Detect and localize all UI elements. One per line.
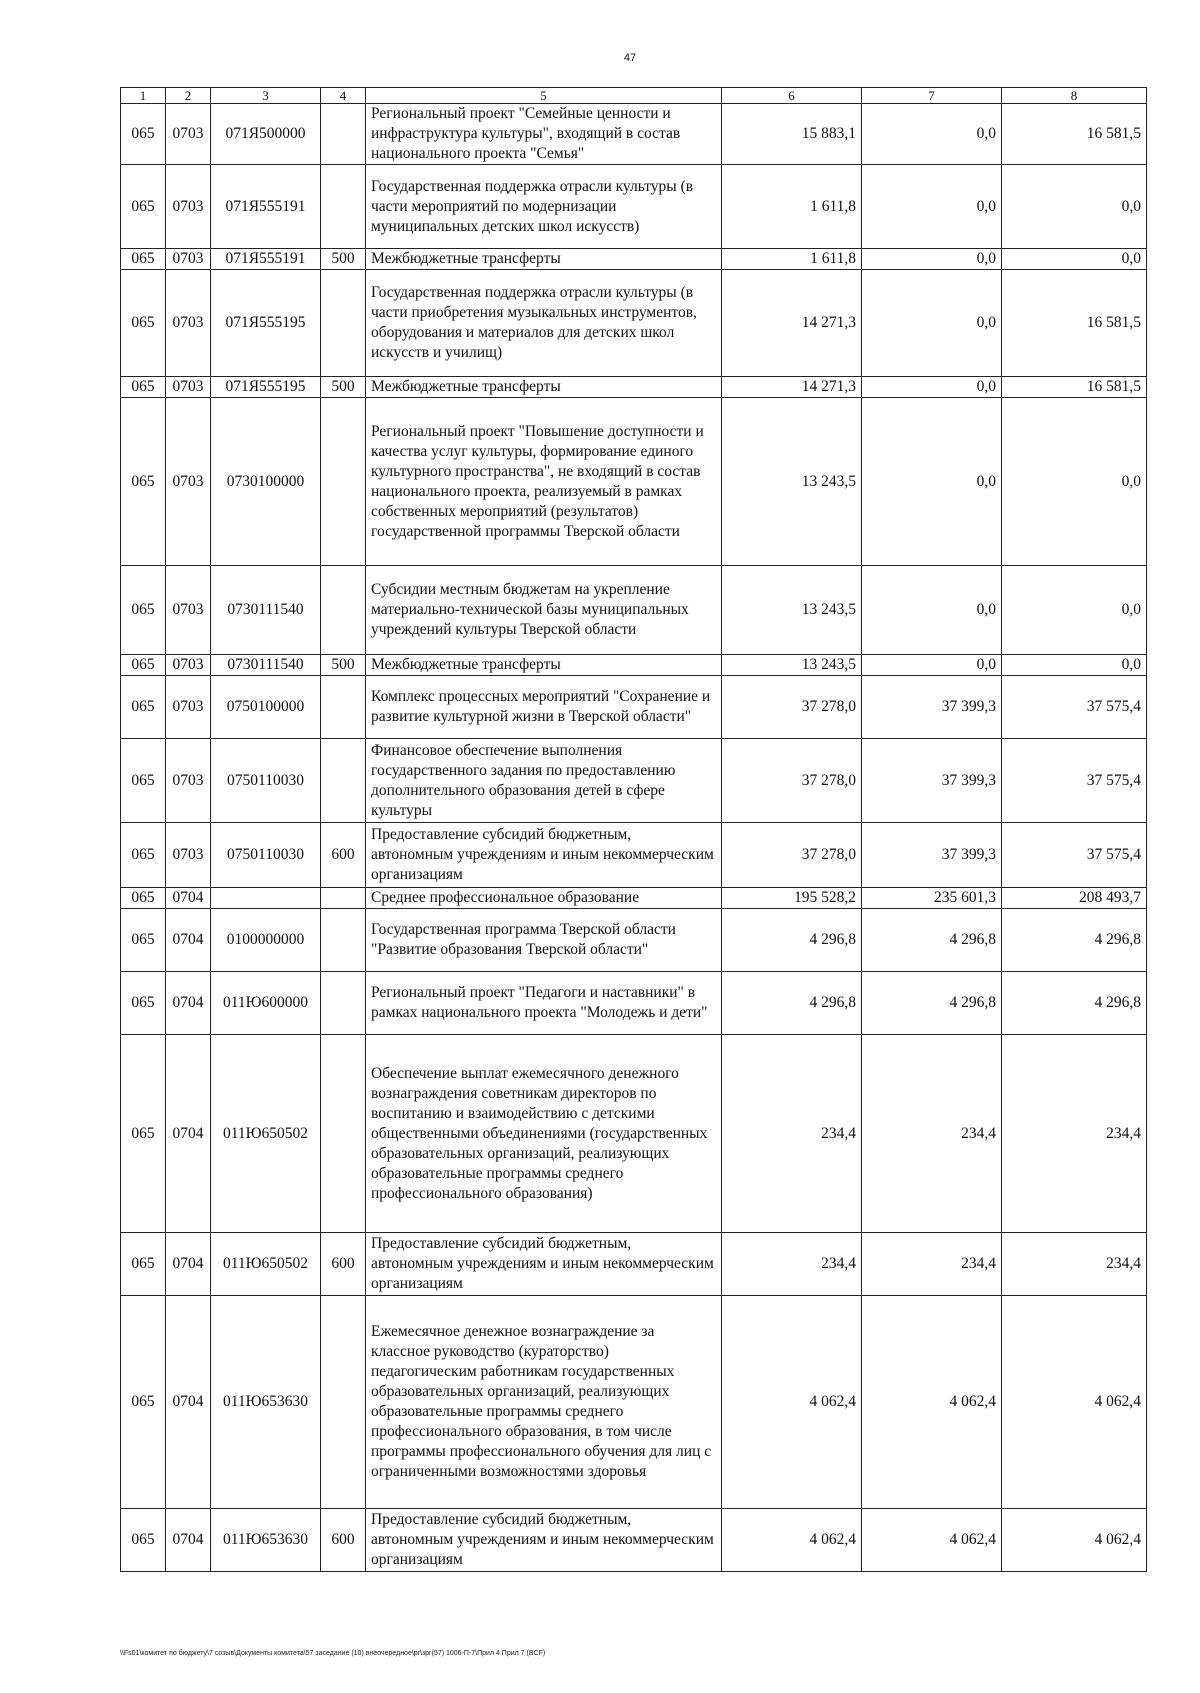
- cell-description: Предоставление субсидий бюджетным, автономным учреждениям и иным некоммерческим организациям: [366, 1509, 722, 1572]
- cell-ministry-code: 065: [121, 566, 166, 655]
- cell-amount-col7: 0,0: [862, 104, 1002, 165]
- cell-description: Среднее профессиональное образование: [366, 888, 722, 909]
- cell-ministry-code: 065: [121, 676, 166, 739]
- cell-ministry-code: 065: [121, 909, 166, 972]
- column-header: 7: [862, 88, 1002, 104]
- cell-target-article: 011Ю653630: [211, 1509, 321, 1572]
- cell-target-article: 071Я555191: [211, 165, 321, 249]
- cell-description: Межбюджетные трансферты: [366, 249, 722, 270]
- cell-expense-type: [321, 1296, 366, 1509]
- cell-amount-col6: 195 528,2: [722, 888, 862, 909]
- table-row: [121, 655, 1147, 676]
- cell-expense-type: 500: [321, 377, 366, 398]
- cell-expense-type: [321, 972, 366, 1035]
- budget-table: [120, 87, 1147, 1572]
- cell-ministry-code: 065: [121, 739, 166, 823]
- cell-amount-col7: 4 296,8: [862, 972, 1002, 1035]
- cell-description: Субсидии местным бюджетам на укрепление материально-технической базы муниципальных учреждений культуры Тверской области: [366, 566, 722, 655]
- cell-amount-col6: 234,4: [722, 1035, 862, 1233]
- cell-amount-col8: 4 296,8: [1002, 972, 1147, 1035]
- table-row: [121, 249, 1147, 270]
- cell-amount-col8: 4 062,4: [1002, 1509, 1147, 1572]
- cell-amount-col8: 0,0: [1002, 566, 1147, 655]
- cell-amount-col8: 16 581,5: [1002, 270, 1147, 377]
- cell-expense-type: [321, 676, 366, 739]
- cell-amount-col6: 4 062,4: [722, 1296, 862, 1509]
- table-row: [121, 972, 1147, 1035]
- column-header: 8: [1002, 88, 1147, 104]
- cell-target-article: 0750110030: [211, 739, 321, 823]
- cell-amount-col7: 37 399,3: [862, 676, 1002, 739]
- cell-section-code: 0703: [166, 165, 211, 249]
- cell-amount-col7: 0,0: [862, 655, 1002, 676]
- cell-target-article: 011Ю650502: [211, 1035, 321, 1233]
- cell-section-code: 0704: [166, 1233, 211, 1296]
- table-row: [121, 1233, 1147, 1296]
- file-path-footer: \\Fs01\комитет по бюджету\7 созыв\Документы комитета\57 заседание (10) внеочередное\pr\зрг(57) 1006-П-7\Прил 4 Прил 7 (BCF): [120, 1650, 546, 1657]
- cell-amount-col7: 234,4: [862, 1035, 1002, 1233]
- cell-section-code: 0703: [166, 270, 211, 377]
- cell-target-article: 071Я555195: [211, 270, 321, 377]
- table-row: [121, 1035, 1147, 1233]
- cell-ministry-code: 065: [121, 823, 166, 888]
- cell-amount-col6: 14 271,3: [722, 377, 862, 398]
- table-row: [121, 676, 1147, 739]
- column-header: 5: [366, 88, 722, 104]
- cell-amount-col6: 234,4: [722, 1233, 862, 1296]
- cell-target-article: 011Ю650502: [211, 1233, 321, 1296]
- cell-target-article: 011Ю653630: [211, 1296, 321, 1509]
- cell-section-code: 0703: [166, 104, 211, 165]
- cell-description: Межбюджетные трансферты: [366, 377, 722, 398]
- cell-description: Региональный проект "Педагоги и наставники" в рамках национального проекта "Молодежь и дети": [366, 972, 722, 1035]
- cell-amount-col7: 0,0: [862, 249, 1002, 270]
- cell-description: Предоставление субсидий бюджетным, автономным учреждениям и иным некоммерческим организациям: [366, 823, 722, 888]
- cell-amount-col6: 15 883,1: [722, 104, 862, 165]
- cell-amount-col6: 1 611,8: [722, 249, 862, 270]
- table-row: [121, 739, 1147, 823]
- cell-ministry-code: 065: [121, 1296, 166, 1509]
- table-row: [121, 270, 1147, 377]
- cell-expense-type: 600: [321, 823, 366, 888]
- cell-amount-col8: 0,0: [1002, 655, 1147, 676]
- cell-amount-col7: 235 601,3: [862, 888, 1002, 909]
- cell-amount-col6: 13 243,5: [722, 398, 862, 566]
- cell-amount-col7: 0,0: [862, 165, 1002, 249]
- cell-amount-col6: 14 271,3: [722, 270, 862, 377]
- cell-target-article: 011Ю600000: [211, 972, 321, 1035]
- cell-expense-type: [321, 888, 366, 909]
- cell-amount-col6: 13 243,5: [722, 566, 862, 655]
- cell-amount-col6: 37 278,0: [722, 676, 862, 739]
- cell-amount-col8: 37 575,4: [1002, 823, 1147, 888]
- cell-section-code: 0703: [166, 377, 211, 398]
- table-row: [121, 1509, 1147, 1572]
- cell-expense-type: [321, 270, 366, 377]
- cell-section-code: 0703: [166, 655, 211, 676]
- cell-section-code: 0704: [166, 909, 211, 972]
- cell-ministry-code: 065: [121, 104, 166, 165]
- cell-amount-col7: 0,0: [862, 566, 1002, 655]
- cell-amount-col8: 37 575,4: [1002, 739, 1147, 823]
- cell-description: Межбюджетные трансферты: [366, 655, 722, 676]
- cell-expense-type: 600: [321, 1509, 366, 1572]
- cell-target-article: 071Я500000: [211, 104, 321, 165]
- table-row: [121, 377, 1147, 398]
- cell-expense-type: [321, 398, 366, 566]
- cell-expense-type: [321, 1035, 366, 1233]
- table-row: [121, 823, 1147, 888]
- cell-amount-col7: 4 062,4: [862, 1509, 1002, 1572]
- cell-target-article: 0750100000: [211, 676, 321, 739]
- column-header: 2: [166, 88, 211, 104]
- cell-amount-col8: 16 581,5: [1002, 377, 1147, 398]
- cell-description: Региональный проект "Повышение доступности и качества услуг культуры, формирование единого культурного пространства", не входящий в состав национального проекта, реализуемый в рамках собственных мероприятий (результатов) государственной программы Тверской области: [366, 398, 722, 566]
- cell-amount-col8: 0,0: [1002, 165, 1147, 249]
- cell-expense-type: [321, 104, 366, 165]
- cell-section-code: 0704: [166, 1509, 211, 1572]
- cell-amount-col7: 0,0: [862, 377, 1002, 398]
- cell-amount-col7: 0,0: [862, 398, 1002, 566]
- cell-amount-col7: 234,4: [862, 1233, 1002, 1296]
- table-row: [121, 909, 1147, 972]
- cell-target-article: 0730111540: [211, 566, 321, 655]
- cell-description: Государственная программа Тверской области "Развитие образования Тверской области": [366, 909, 722, 972]
- table-row: [121, 398, 1147, 566]
- cell-description: Государственная поддержка отрасли культуры (в части мероприятий по модернизации муниципальных детских школ искусств): [366, 165, 722, 249]
- column-header: 3: [211, 88, 321, 104]
- cell-section-code: 0703: [166, 398, 211, 566]
- column-header: 6: [722, 88, 862, 104]
- column-header: 1: [121, 88, 166, 104]
- cell-ministry-code: 065: [121, 377, 166, 398]
- cell-amount-col6: 37 278,0: [722, 823, 862, 888]
- cell-amount-col7: 37 399,3: [862, 823, 1002, 888]
- cell-amount-col7: 4 296,8: [862, 909, 1002, 972]
- cell-description: Финансовое обеспечение выполнения государственного задания по предоставлению дополнительного образования детей в сфере культуры: [366, 739, 722, 823]
- cell-amount-col8: 0,0: [1002, 249, 1147, 270]
- cell-amount-col7: 0,0: [862, 270, 1002, 377]
- cell-amount-col8: 208 493,7: [1002, 888, 1147, 909]
- cell-target-article: 071Я555195: [211, 377, 321, 398]
- cell-ministry-code: 065: [121, 398, 166, 566]
- cell-amount-col8: 234,4: [1002, 1035, 1147, 1233]
- cell-description: Предоставление субсидий бюджетным, автономным учреждениям и иным некоммерческим организациям: [366, 1233, 722, 1296]
- table-row: [121, 566, 1147, 655]
- cell-section-code: 0703: [166, 566, 211, 655]
- cell-amount-col8: 4 296,8: [1002, 909, 1147, 972]
- page-number: 47: [623, 52, 637, 64]
- cell-expense-type: [321, 909, 366, 972]
- cell-expense-type: 500: [321, 655, 366, 676]
- cell-target-article: 0750110030: [211, 823, 321, 888]
- cell-amount-col6: 4 296,8: [722, 972, 862, 1035]
- cell-section-code: 0704: [166, 1296, 211, 1509]
- cell-ministry-code: 065: [121, 972, 166, 1035]
- cell-ministry-code: 065: [121, 1509, 166, 1572]
- cell-target-article: 071Я555191: [211, 249, 321, 270]
- cell-description: Государственная поддержка отрасли культуры (в части приобретения музыкальных инструментов, оборудования и материалов для детских школ искусств и училищ): [366, 270, 722, 377]
- cell-expense-type: [321, 566, 366, 655]
- cell-expense-type: 600: [321, 1233, 366, 1296]
- cell-amount-col8: 16 581,5: [1002, 104, 1147, 165]
- cell-section-code: 0704: [166, 1035, 211, 1233]
- cell-expense-type: [321, 739, 366, 823]
- cell-amount-col6: 4 296,8: [722, 909, 862, 972]
- cell-description: Обеспечение выплат ежемесячного денежного вознаграждения советникам директоров по воспитанию и взаимодействию с детскими общественными объединениями (государственных образовательных организаций, реализующих образовательные программы среднего профессионального образования): [366, 1035, 722, 1233]
- cell-section-code: 0704: [166, 888, 211, 909]
- cell-ministry-code: 065: [121, 1035, 166, 1233]
- cell-expense-type: 500: [321, 249, 366, 270]
- cell-amount-col6: 13 243,5: [722, 655, 862, 676]
- cell-section-code: 0704: [166, 972, 211, 1035]
- cell-target-article: 0100000000: [211, 909, 321, 972]
- cell-amount-col8: 234,4: [1002, 1233, 1147, 1296]
- cell-ministry-code: 065: [121, 270, 166, 377]
- cell-description: Комплекс процессных мероприятий "Сохранение и развитие культурной жизни в Тверской области": [366, 676, 722, 739]
- table-row: [121, 888, 1147, 909]
- cell-expense-type: [321, 165, 366, 249]
- cell-amount-col7: 37 399,3: [862, 739, 1002, 823]
- cell-ministry-code: 065: [121, 888, 166, 909]
- cell-target-article: [211, 888, 321, 909]
- cell-ministry-code: 065: [121, 165, 166, 249]
- cell-target-article: 0730100000: [211, 398, 321, 566]
- cell-amount-col8: 37 575,4: [1002, 676, 1147, 739]
- cell-ministry-code: 065: [121, 249, 166, 270]
- cell-ministry-code: 065: [121, 1233, 166, 1296]
- cell-amount-col8: 4 062,4: [1002, 1296, 1147, 1509]
- cell-amount-col7: 4 062,4: [862, 1296, 1002, 1509]
- cell-amount-col6: 4 062,4: [722, 1509, 862, 1572]
- cell-description: Ежемесячное денежное вознаграждение за классное руководство (кураторство) педагогическим работникам государственных образовательных организаций, реализующих образовательные программы среднего профессионального образования, в том числе программы профессионального обучения для лиц с ограниченными возможностями здоровья: [366, 1296, 722, 1509]
- table-header-row: [121, 88, 1147, 104]
- cell-amount-col6: 37 278,0: [722, 739, 862, 823]
- cell-amount-col6: 1 611,8: [722, 165, 862, 249]
- table-row: [121, 1296, 1147, 1509]
- cell-section-code: 0703: [166, 249, 211, 270]
- cell-description: Региональный проект "Семейные ценности и инфраструктура культуры", входящий в состав национального проекта "Семья": [366, 104, 722, 165]
- cell-section-code: 0703: [166, 676, 211, 739]
- cell-section-code: 0703: [166, 823, 211, 888]
- column-header: 4: [321, 88, 366, 104]
- table-row: [121, 165, 1147, 249]
- cell-amount-col8: 0,0: [1002, 398, 1147, 566]
- table-row: [121, 104, 1147, 165]
- cell-section-code: 0703: [166, 739, 211, 823]
- cell-ministry-code: 065: [121, 655, 166, 676]
- cell-target-article: 0730111540: [211, 655, 321, 676]
